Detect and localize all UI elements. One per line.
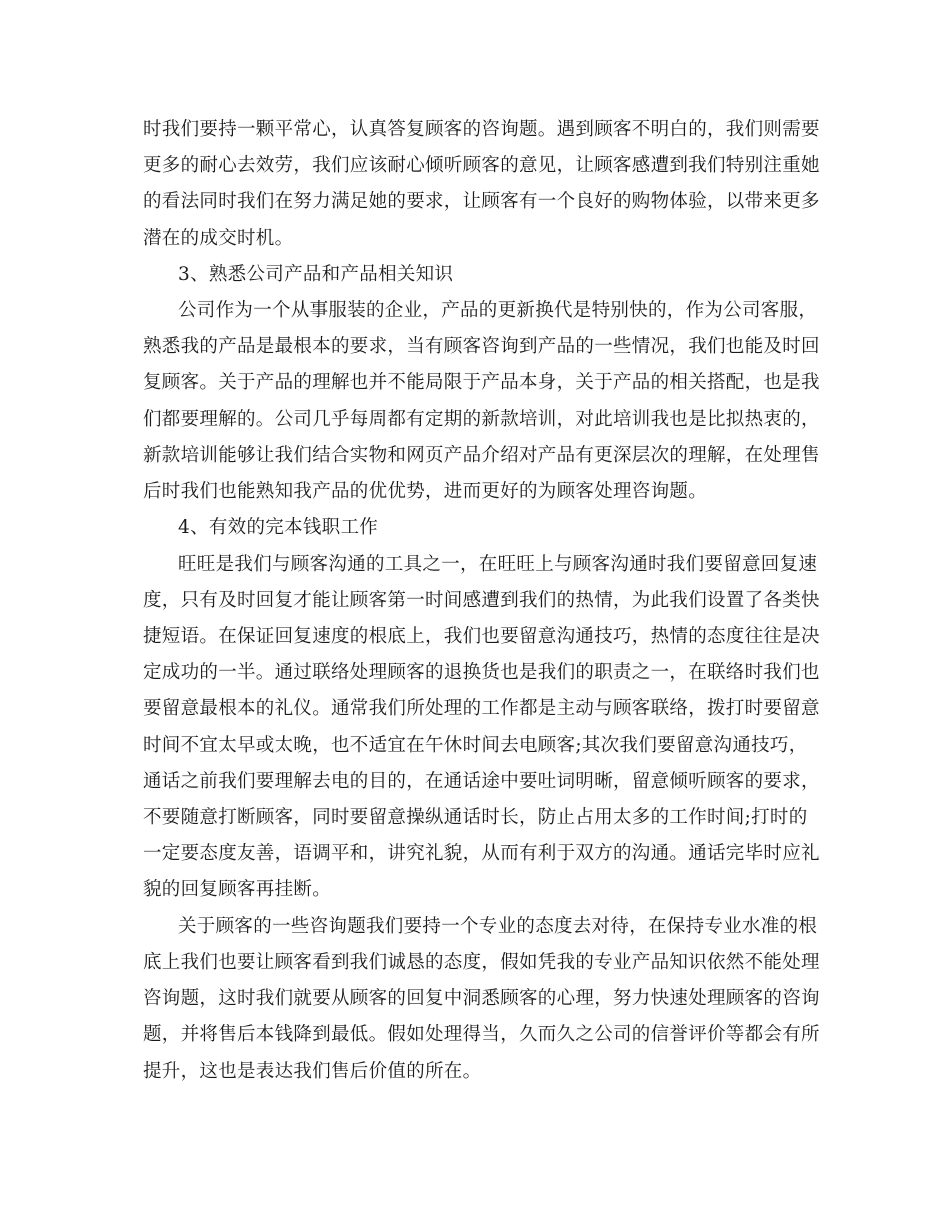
text-line: 貌的回复顾客再挂断。 xyxy=(143,879,332,900)
text-line: 通话之前我们要理解去电的目的，在通话途中要吐词明晰，留意倾听顾客的要求， xyxy=(143,771,820,792)
text-line: 不要随意打断顾客，同时要留意操纵通话时长，防止占用太多的工作时间;打时的 xyxy=(143,807,808,828)
text-line: 捷短语。在保证回复速度的根底上，我们也要留意沟通技巧，热情的态度往往是决 xyxy=(143,626,820,647)
text-line: 底上我们也要让顾客看到我们诚恳的态度，假如凭我的专业产品知识依然不能处理 xyxy=(143,952,820,973)
text-line: 提升，这也是表达我们售后价值的所在。 xyxy=(143,1061,482,1082)
text-line: 一定要态度友善，语调平和，讲究礼貌，从而有利于双方的沟通。通话完毕时应礼 xyxy=(143,843,820,864)
text-line: 的看法同时我们在努力满足她的要求，让顾客有一个良好的购物体验，以带来更多 xyxy=(143,191,820,212)
text-line: 定成功的一半。通过联络处理顾客的退换货也是我们的职责之一，在联络时我们也 xyxy=(143,662,820,683)
section-heading: 3、熟悉公司产品和产品相关知识 xyxy=(178,264,454,285)
text-line: 们都要理解的。公司几乎每周都有定期的新款培训，对此培训我也是比拟热衷的， xyxy=(143,409,820,430)
text-line: 度，只有及时回复才能让顾客第一时间感遭到我们的热情，为此我们设置了各类快 xyxy=(143,590,820,611)
text-line: 时间不宜太早或太晚，也不适宜在午休时间去电顾客;其次我们要留意沟通技巧， xyxy=(143,735,808,756)
text-line: 咨询题，这时我们就要从顾客的回复中洞悉顾客的心理，努力快速处理顾客的咨询 xyxy=(143,988,820,1009)
text-line: 关于顾客的一些咨询题我们要持一个专业的态度去对待，在保持专业水准的根 xyxy=(178,916,818,937)
text-line: 时我们要持一颗平常心，认真答复顾客的咨询题。遇到顾客不明白的，我们则需要 xyxy=(143,119,820,140)
text-line: 潜在的成交时机。 xyxy=(143,228,294,249)
text-line: 熟悉我的产品是最根本的要求，当有顾客咨询到产品的一些情况，我们也能及时回 xyxy=(143,336,820,357)
text-line: 复顾客。关于产品的理解也并不能局限于产品本身，关于产品的相关搭配，也是我 xyxy=(143,372,820,393)
text-line: 旺旺是我们与顾客沟通的工具之一，在旺旺上与顾客沟通时我们要留意回复速 xyxy=(178,554,818,575)
text-line: 公司作为一个从事服装的企业，产品的更新换代是特别快的，作为公司客服， xyxy=(178,300,818,321)
text-line: 题，并将售后本钱降到最低。假如处理得当，久而久之公司的信誉评价等都会有所 xyxy=(143,1024,820,1045)
section-heading: 4、有效的完本钱职工作 xyxy=(178,517,379,538)
text-line: 新款培训能够让我们结合实物和网页产品介绍对产品有更深层次的理解，在处理售 xyxy=(143,445,820,466)
text-line: 后时我们也能熟知我产品的优优势，进而更好的为顾客处理咨询题。 xyxy=(143,481,708,502)
text-line: 要留意最根本的礼仪。通常我们所处理的工作都是主动与顾客联络，拨打时要留意 xyxy=(143,698,820,719)
text-line: 更多的耐心去效劳，我们应该耐心倾听顾客的意见，让顾客感遭到我们特别注重她 xyxy=(143,155,820,176)
